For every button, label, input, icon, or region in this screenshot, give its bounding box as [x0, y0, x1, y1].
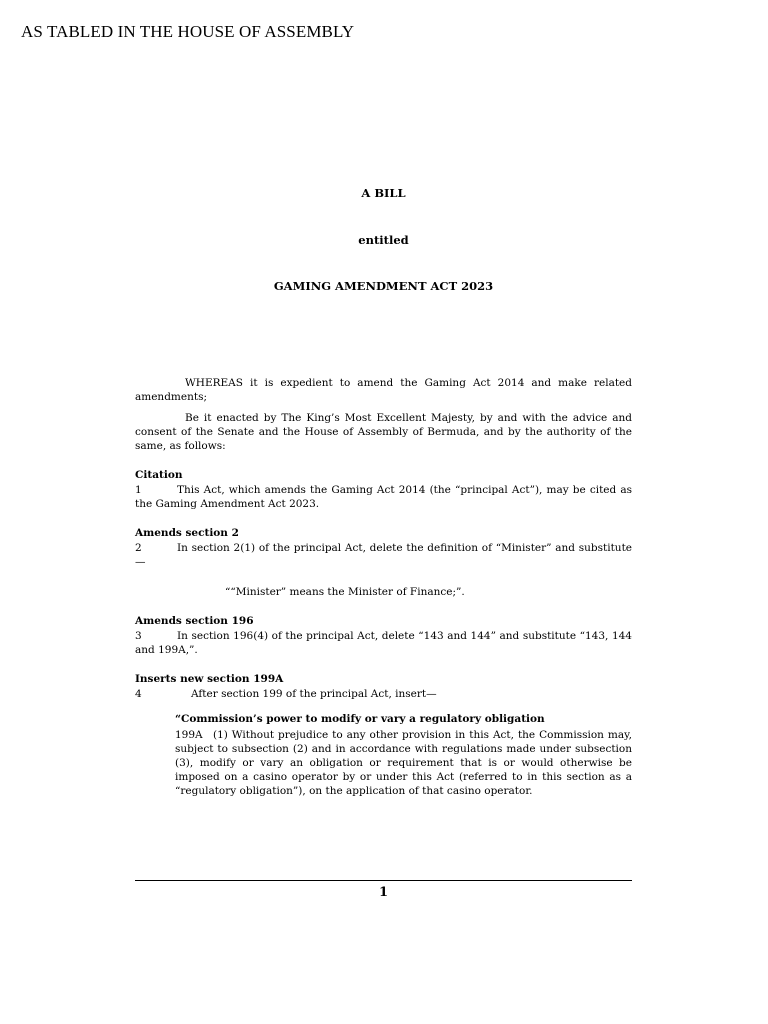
bill-body	[135, 376, 632, 798]
act-title: GAMING AMENDMENT ACT 2023	[273, 279, 494, 293]
enacting-clause: Be it enacted by The King’s Most Excellent Majesty, by and with the advice and consent of the Senate and the House of Assembly of Bermuda, and by the authority of the same, as follows:	[135, 412, 632, 452]
section-number: 3	[135, 630, 142, 642]
section-number: 1	[135, 484, 142, 496]
section-text	[135, 541, 632, 569]
inserted-section	[175, 712, 632, 798]
section-body: After section 199 of the principal Act, insert—	[191, 688, 437, 700]
section-heading: Citation	[135, 469, 183, 481]
section-1	[135, 468, 632, 511]
section-heading: Amends section 2	[135, 527, 239, 539]
substituted-definition: ““Minister” means the Minister of Finance;”.	[225, 586, 465, 598]
inserted-section-number: 199A	[175, 729, 203, 741]
section-2	[135, 526, 632, 599]
section-heading: Inserts new section 199A	[135, 673, 284, 685]
section-text	[135, 483, 632, 511]
inserted-section-body: (1) Without prejudice to any other provision in this Act, the Commission may, subject to subsection (2) and in accordance with regulations made under subsection (3), modify or vary an obligation or requirement that is or would otherwise be imposed on a casino operator by or under this Act (referred to in this section as a “regulatory obligation”), on the application of that casino operator.	[175, 729, 632, 797]
inserted-section-title: “Commission’s power to modify or vary a regulatory obligation	[175, 713, 545, 725]
bill-label: A BILL	[361, 186, 406, 200]
entitled-label: entitled	[358, 233, 409, 247]
section-text	[135, 629, 632, 657]
page-number: 1	[378, 885, 389, 900]
whereas-clause: WHEREAS it is expedient to amend the Gaming Act 2014 and make related amendments;	[135, 377, 632, 403]
inserted-section-text	[175, 728, 632, 798]
section-text	[135, 687, 632, 701]
tabled-notice: AS TABLED IN THE HOUSE OF ASSEMBLY	[21, 22, 355, 41]
section-body: This Act, which amends the Gaming Act 2014 (the “principal Act”), may be cited as the Gaming Amendment Act 2023.	[135, 484, 632, 510]
section-heading: Amends section 196	[135, 615, 254, 627]
section-body: In section 2(1) of the principal Act, delete the definition of “Minister” and substitute—	[135, 542, 632, 568]
section-3	[135, 614, 632, 657]
section-body: In section 196(4) of the principal Act, delete “143 and 144” and substitute “143, 144 and 199A,”.	[135, 630, 632, 656]
section-4	[135, 672, 632, 798]
footer-rule	[135, 880, 632, 881]
section-number: 2	[135, 542, 142, 554]
section-number: 4	[135, 688, 142, 700]
